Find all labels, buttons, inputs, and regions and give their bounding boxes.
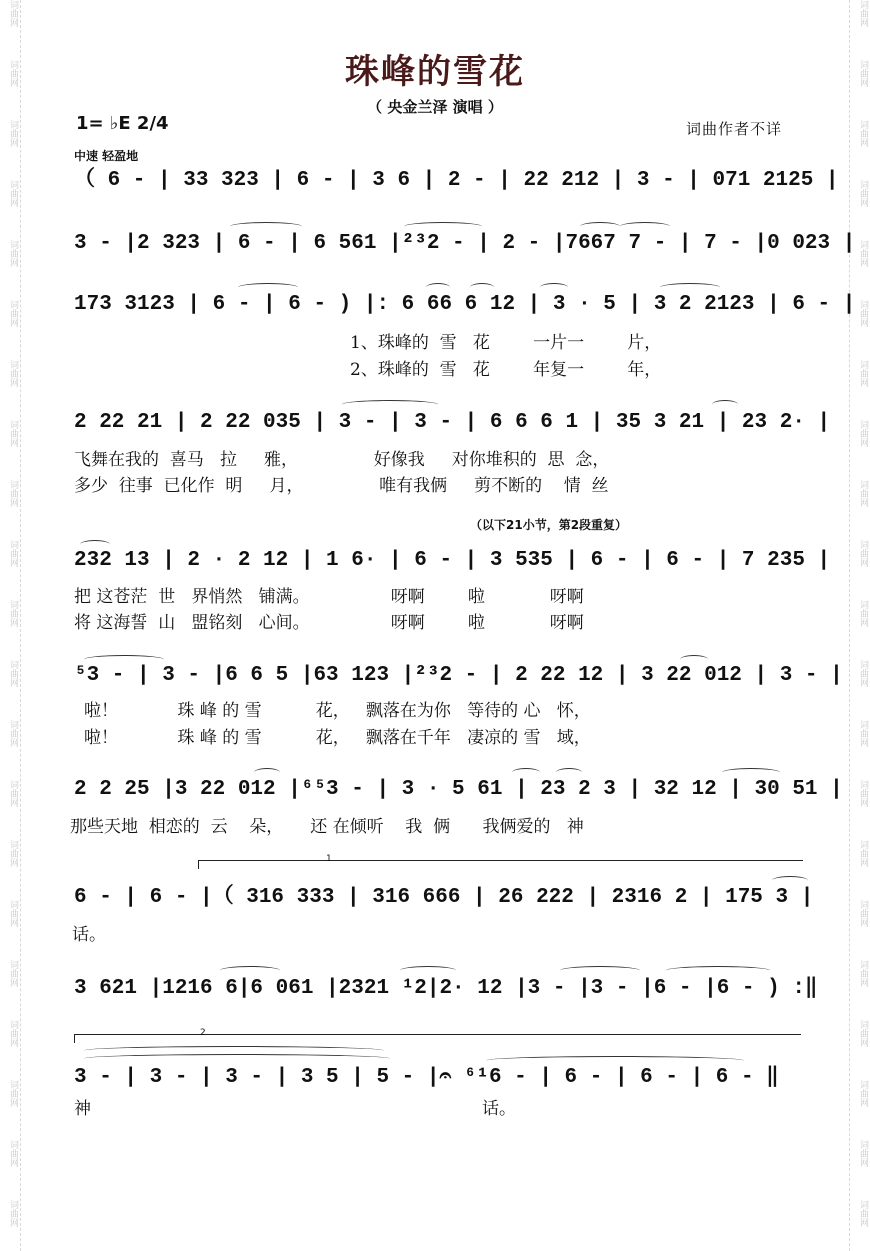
lyric-line-5a: 把 这苍茫 世 界悄然 铺满。 呀啊 啦 呀啊 <box>74 587 584 607</box>
slur-arc <box>666 966 770 975</box>
volta-bracket-1 <box>198 860 803 869</box>
slur-arc <box>580 222 620 231</box>
song-title: 珠峰的雪花 <box>345 52 525 92</box>
watermark-text: 词曲网 <box>8 1200 18 1227</box>
watermark-text: 词曲网 <box>8 900 18 927</box>
watermark-text: 词曲网 <box>8 480 18 507</box>
music-line-4: 2 22 21 | 2 22 035 | 3 - | 3 - | 6 6 6 1 | 35 3 21 | 23 2· | <box>74 411 831 434</box>
watermark-text: 词曲网 <box>858 1140 868 1167</box>
slur-arc <box>772 876 808 885</box>
watermark-text: 词曲网 <box>8 600 18 627</box>
slur-arc <box>84 655 164 664</box>
slur-arc <box>560 966 640 975</box>
lyric-line-3b: 2、珠峰的 雪 花 年复一 年， <box>350 360 662 380</box>
watermark-text: 词曲网 <box>858 900 868 927</box>
music-line-1: （ 6 - | 33 323 | 6 - | 3 6 | 2 - | 22 212 | 3 - | 071 2125 | <box>74 169 839 192</box>
singer-credit: （ 央金兰泽 演唱 ） <box>367 98 503 116</box>
music-line-5: 232 13 | 2 · 2 12 | 1 6· | 6 - | 3 535 | 6 - | 6 - | 7 235 | <box>74 549 831 572</box>
watermark-text: 词曲网 <box>858 180 868 207</box>
watermark-text: 词曲网 <box>858 60 868 87</box>
lyric-line-3a: 1、珠峰的 雪 花 一片一 片， <box>350 333 662 353</box>
slur-arc <box>556 768 582 777</box>
watermark-text: 词曲网 <box>858 540 868 567</box>
slur-arc <box>722 768 780 777</box>
lyric-line-7: 那些天地 相恋的 云 朵， 还 在倾听 我 俩 我俩爱的 神 <box>70 817 584 837</box>
watermark-text: 词曲网 <box>8 840 18 867</box>
watermark-text: 词曲网 <box>8 60 18 87</box>
slur-arc <box>426 283 450 292</box>
watermark-text: 词曲网 <box>8 960 18 987</box>
watermark-text: 词曲网 <box>858 1200 868 1227</box>
volta-number-1: 1 <box>326 854 332 864</box>
watermark-text: 词曲网 <box>8 300 18 327</box>
watermark-text: 词曲网 <box>858 600 868 627</box>
music-line-8: 6 - | 6 - |（ 316 333 | 316 666 | 26 222 | 2316 2 | 175 3 | <box>74 886 814 909</box>
slur-arc <box>470 283 494 292</box>
watermark-text: 词曲网 <box>858 420 868 447</box>
slur-arc <box>404 222 482 231</box>
watermark-text: 词曲网 <box>858 1020 868 1047</box>
key-signature: 1= ♭E 2/4 <box>76 113 169 134</box>
watermark-text: 词曲网 <box>8 540 18 567</box>
lyric-line-10b: 话。 <box>482 1099 516 1119</box>
watermark-text: 词曲网 <box>8 120 18 147</box>
music-line-10: 3 - | 3 - | 3 - | 3 5 | 5 - |𝄐 ⁶¹6 - | 6 - | 6 - | 6 - ‖ <box>74 1066 779 1089</box>
tempo-marking: 中速 轻盈地 <box>74 149 139 163</box>
watermark-text: 词曲网 <box>8 1140 18 1167</box>
slur-arc <box>680 655 708 664</box>
watermark-text: 词曲网 <box>8 360 18 387</box>
slur-arc <box>540 283 568 292</box>
slur-arc <box>230 222 302 231</box>
watermark-text: 词曲网 <box>858 360 868 387</box>
slur-arc <box>80 540 110 549</box>
slur-arc <box>486 1056 744 1065</box>
lyric-line-4b: 多少 往事 已化作 明 月， 唯有我俩 剪不断的 情 丝 <box>74 476 609 496</box>
slur-arc <box>342 400 438 409</box>
watermark-text: 词曲网 <box>858 840 868 867</box>
music-line-3: 173 3123 | 6 - | 6 - ) |: 6 66 6 12 | 3 · 5 | 3 2 2123 | 6 - | <box>74 293 856 316</box>
author-credit: 词曲作者不详 <box>685 120 782 138</box>
watermark-text: 词曲网 <box>8 720 18 747</box>
slur-arc <box>238 283 298 292</box>
music-line-2: 3 - |2 323 | 6 - | 6 561 |²³2 - | 2 - |7667 7 - | 7 - |0 023 | <box>74 232 856 255</box>
watermark-text: 词曲网 <box>8 180 18 207</box>
watermark-text: 词曲网 <box>8 240 18 267</box>
watermark-text: 词曲网 <box>858 240 868 267</box>
watermark-text: 词曲网 <box>8 660 18 687</box>
music-line-7: 2 2 25 |3 22 012 |⁶⁵3 - | 3 · 5 61 | 23 2 3 | 32 12 | 30 51 | <box>74 778 843 801</box>
watermark-text: 词曲网 <box>858 720 868 747</box>
repeat-note: （以下21小节，第2段重复） <box>470 518 628 532</box>
lyric-line-10a: 神 <box>74 1099 91 1119</box>
watermark-text: 词曲网 <box>8 420 18 447</box>
slur-arc <box>254 768 280 777</box>
slur-arc <box>220 966 280 975</box>
watermark-text: 词曲网 <box>858 780 868 807</box>
lyric-line-8: 话。 <box>72 925 106 945</box>
watermark-text: 词曲网 <box>858 0 868 27</box>
watermark-text: 词曲网 <box>858 120 868 147</box>
slur-arc <box>712 400 738 409</box>
slur-arc <box>400 966 456 975</box>
volta-bracket-2 <box>74 1034 801 1043</box>
lyric-line-5b: 将 这海誓 山 盟铭刻 心间。 呀啊 啦 呀啊 <box>74 613 584 633</box>
left-watermark-strip <box>0 0 21 1251</box>
music-line-9: 3 621 |1216 6|6 061 |2321 ¹2|2· 12 |3 - |3 - |6 - |6 - ) :‖ <box>74 977 818 1000</box>
watermark-text: 词曲网 <box>8 0 18 27</box>
watermark-text: 词曲网 <box>858 1080 868 1107</box>
volta-number-2: 2 <box>200 1028 206 1038</box>
watermark-text: 词曲网 <box>8 1080 18 1107</box>
slur-arc <box>512 768 540 777</box>
watermark-text: 词曲网 <box>858 660 868 687</box>
lyric-line-6b: 啦！ 珠 峰 的 雪 花， 飘落在千年 凄凉的 雪 域， <box>84 728 591 748</box>
watermark-text: 词曲网 <box>8 1020 18 1047</box>
slur-arc <box>620 222 670 231</box>
watermark-text: 词曲网 <box>858 480 868 507</box>
slur-arc <box>84 1054 390 1063</box>
watermark-text: 词曲网 <box>858 960 868 987</box>
watermark-text: 词曲网 <box>8 780 18 807</box>
right-watermark-strip <box>849 0 870 1251</box>
music-line-6: ⁵3 - | 3 - |6 6 5 |63 123 |²³2 - | 2 22 12 | 3 22 012 | 3 - | <box>74 664 843 687</box>
watermark-text: 词曲网 <box>858 300 868 327</box>
lyric-line-4a: 飞舞在我的 喜马 拉 雅， 好像我 对你堆积的 思 念， <box>74 450 610 470</box>
lyric-line-6a: 啦！ 珠 峰 的 雪 花， 飘落在为你 等待的 心 怀， <box>84 701 591 721</box>
slur-arc <box>660 283 720 292</box>
